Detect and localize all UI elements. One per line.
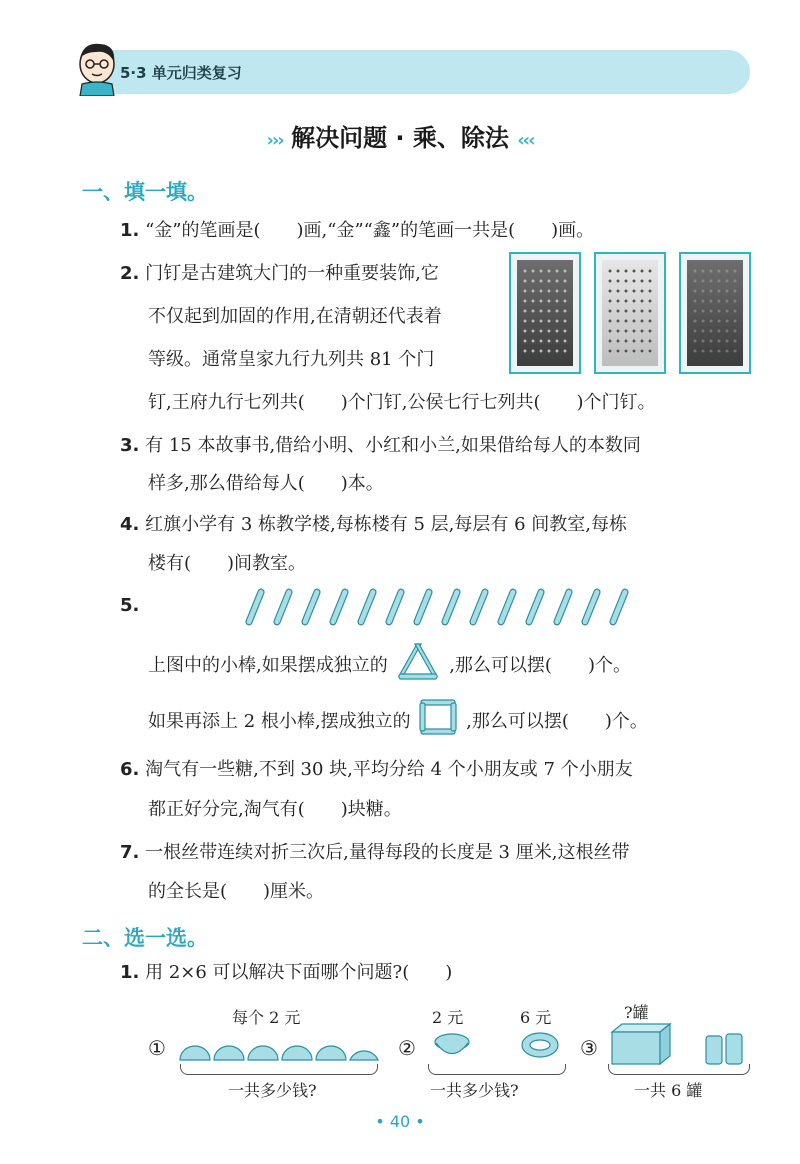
question-number: 5. [120,595,140,616]
stick [245,588,265,625]
question-number: 6. [120,759,140,780]
stick [357,588,377,625]
question-3-line-2: 样多,那么借给每人( )本。 [148,473,384,494]
option-3-mark[interactable]: ③ [580,1036,598,1060]
question-5-line-2 [148,708,648,736]
question-7 [120,842,629,864]
option-3-bottom: 一共 6 罐 [634,1081,703,1100]
question-4-line-2: 楼有( )间教室。 [148,553,307,574]
question-2-line-3: 等级。通常皇家九行九列共 81 个门 [148,349,435,370]
stick [609,588,629,625]
question-text: 红旗小学有 3 栋教学楼,每栋楼有 5 层,每层有 6 间教室,每栋 [145,514,627,535]
question-number: 1. [120,220,140,241]
question-text: ,那么可以摆( )个。 [466,711,648,732]
stick [329,588,349,625]
coin-icon [282,1046,312,1060]
stick [301,588,321,625]
option-1-brace [180,1064,378,1075]
cans-icon [704,1030,746,1066]
option-1-bottom: 一共多少钱? [228,1081,317,1100]
question-5-number [120,595,139,617]
page-title [0,118,800,153]
question-4 [120,514,627,536]
question-text: 淘气有一些糖,不到 30 块,平均分给 4 个小朋友或 7 个小朋友 [145,759,633,780]
question-number: 3. [120,435,140,456]
section-heading-choose: 二、选一选。 [82,926,208,950]
option-2-mark[interactable]: ② [398,1036,416,1060]
question-1 [120,220,594,242]
coin-icon [180,1046,210,1060]
square-icon [418,698,458,736]
stick [441,588,461,625]
question-text: 上图中的小棒,如果摆成独立的 [148,655,388,676]
title-text: 解决问题 · 乘、除法 [291,124,509,152]
coin-icon [316,1046,346,1060]
stick [273,588,293,625]
stick [553,588,573,625]
question-text: 如果再添上 2 根小棒,摆成独立的 [148,711,411,732]
title-left-arrows: ››› [266,130,283,151]
question-7-line-2: 的全长是( )厘米。 [148,881,325,902]
option-3-brace [608,1064,750,1075]
door-photo-3 [679,252,751,374]
question-5-line-1 [148,652,631,680]
stick [385,588,405,625]
question-number: 2. [120,263,140,284]
bowl-icon [432,1030,472,1060]
sticks-figure [238,586,650,626]
stick [413,588,433,625]
plate-icon [520,1030,560,1060]
mascot-icon [72,40,122,96]
option-1-top: 每个 2 元 [232,1008,301,1027]
triangle-icon [395,642,441,680]
stick [525,588,545,625]
question-text: 用 2×6 可以解决下面哪个问题?( ) [145,962,453,983]
question-text: 门钉是古建筑大门的一种重要装饰,它 [145,263,439,284]
title-right-arrows: ‹‹‹ [517,130,534,151]
question-text: 有 15 本故事书,借给小明、小红和小兰,如果借给每人的本数同 [145,435,641,456]
option-2-brace [428,1064,566,1075]
question-2-line-2: 不仅起到加固的作用,在清朝还代表着 [148,306,442,327]
choice-question-1 [120,962,452,984]
stick [581,588,601,625]
option-1-mark[interactable]: ① [148,1036,166,1060]
question-2 [120,263,439,285]
question-6-line-2: 都正好分完,淘气有( )块糖。 [148,799,402,820]
coin-icon [350,1051,378,1060]
question-6 [120,759,633,781]
question-3 [120,435,641,457]
question-2-line-4: 钉,王府九行七列共( )个门钉,公侯七行七列共( )个门钉。 [148,392,656,413]
option-2-top-right: 6 元 [520,1008,552,1027]
coin-icon [214,1046,244,1060]
option-2-bottom: 一共多少钱? [430,1081,519,1100]
option-2-top-left: 2 元 [432,1008,464,1027]
stick [469,588,489,625]
coin-icon [248,1046,278,1060]
header-series: 5·3 单元归类复习 [120,64,242,82]
question-number: 1. [120,962,140,983]
question-number: 4. [120,514,140,535]
question-text: “金”的笔画是( )画,“金”“鑫”的笔画一共是( )画。 [145,220,595,241]
question-text: ,那么可以摆( )个。 [449,655,631,676]
stick [497,588,517,625]
door-photo-2 [594,252,666,374]
door-photo-1 [509,252,581,374]
question-number: 7. [120,842,140,863]
section-heading-fill: 一、填一填。 [82,180,208,204]
option-3-top: ?罐 [624,1003,649,1022]
page-number: • 40 • [375,1112,425,1131]
coin-row [178,1032,380,1062]
box-icon [610,1022,672,1066]
question-text: 一根丝带连续对折三次后,量得每段的长度是 3 厘米,这根丝带 [145,842,630,863]
